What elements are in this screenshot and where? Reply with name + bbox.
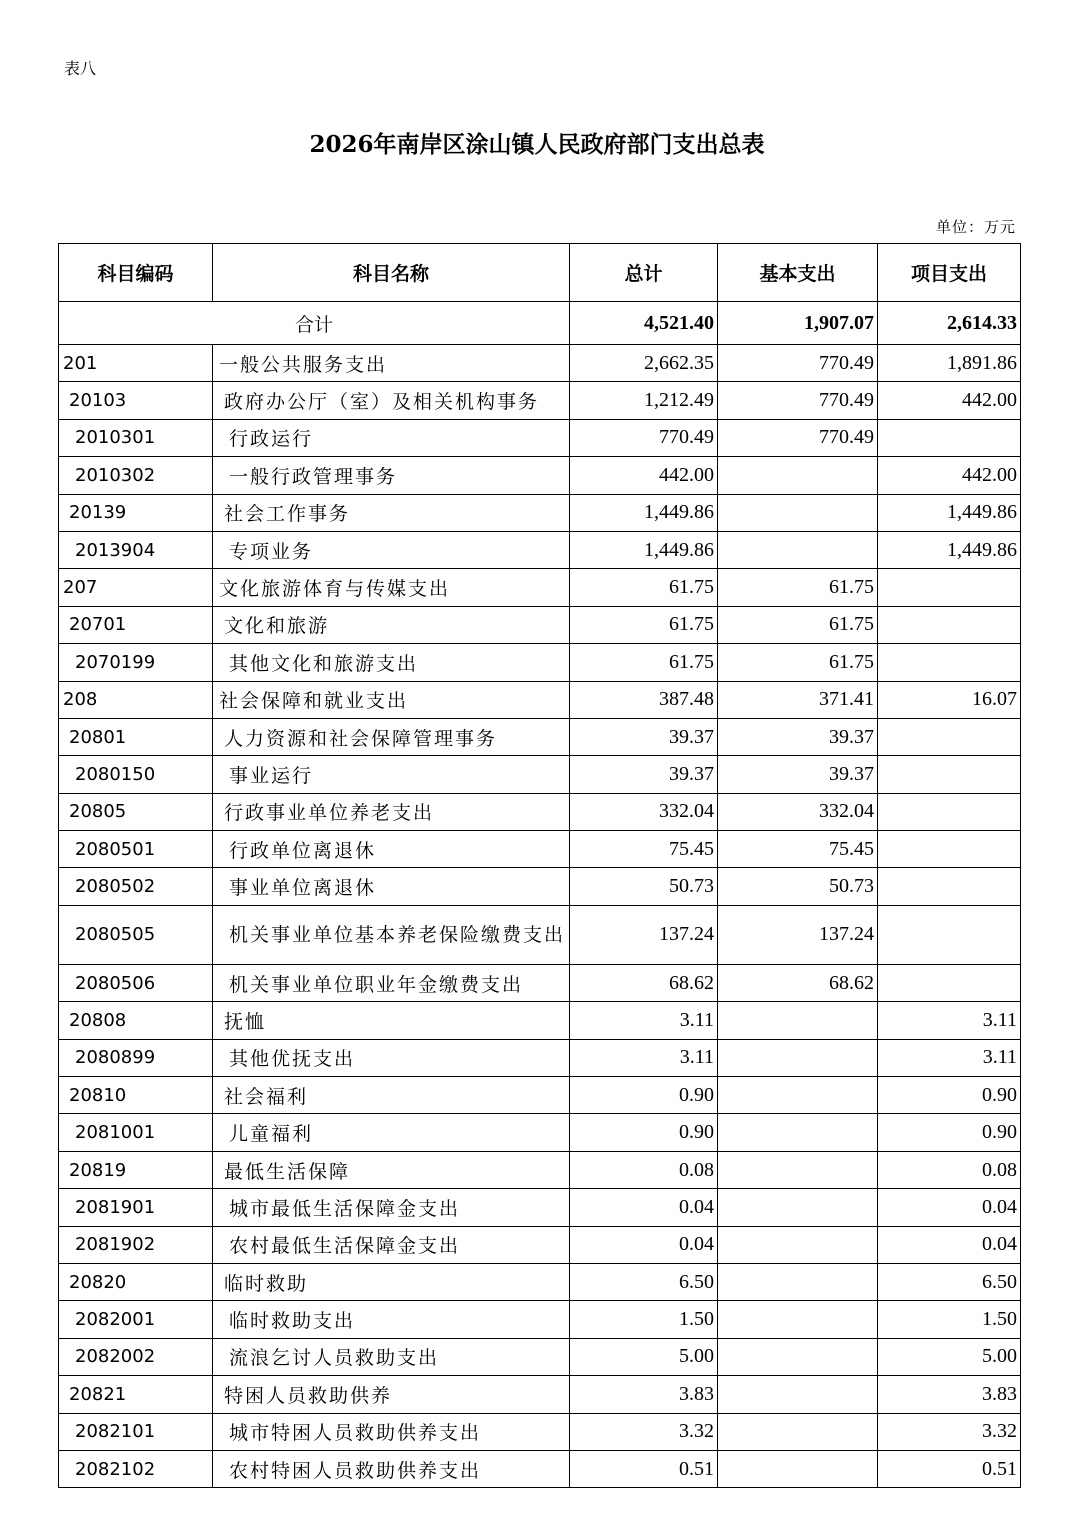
row-name: 社会福利 (213, 1077, 570, 1114)
table-row (59, 831, 1021, 868)
row-total: 5.00 (570, 1338, 718, 1375)
row-project (878, 831, 1021, 868)
row-code: 2010301 (59, 419, 213, 456)
row-basic (718, 1413, 878, 1450)
row-project: 442.00 (878, 457, 1021, 494)
row-code: 2070199 (59, 644, 213, 681)
row-code: 2080501 (59, 831, 213, 868)
table-row (59, 1039, 1021, 1076)
table-row (59, 1151, 1021, 1188)
row-name: 临时救助 (213, 1263, 570, 1300)
table-row (59, 868, 1021, 905)
table-row (59, 793, 1021, 830)
row-code: 20805 (59, 793, 213, 830)
table-row (59, 569, 1021, 606)
row-basic (718, 1114, 878, 1151)
row-basic (718, 1301, 878, 1338)
row-project (878, 569, 1021, 606)
row-name: 事业运行 (213, 756, 570, 793)
row-project: 6.50 (878, 1263, 1021, 1300)
row-basic: 61.75 (718, 569, 878, 606)
table-row (59, 1114, 1021, 1151)
row-project (878, 606, 1021, 643)
row-project: 3.11 (878, 1039, 1021, 1076)
row-code: 2080502 (59, 868, 213, 905)
row-basic (718, 1002, 878, 1039)
row-project: 0.04 (878, 1226, 1021, 1263)
table-row (59, 1077, 1021, 1114)
row-basic: 75.45 (718, 831, 878, 868)
row-name: 社会保障和就业支出 (213, 681, 570, 718)
row-name: 行政单位离退休 (213, 831, 570, 868)
row-basic (718, 1263, 878, 1300)
row-name: 儿童福利 (213, 1114, 570, 1151)
total-total: 4,521.40 (570, 302, 718, 345)
row-basic: 50.73 (718, 868, 878, 905)
row-name: 城市特困人员救助供养支出 (213, 1413, 570, 1450)
row-code: 2082101 (59, 1413, 213, 1450)
table-row (59, 1189, 1021, 1226)
row-basic: 770.49 (718, 419, 878, 456)
row-project: 3.83 (878, 1376, 1021, 1413)
row-total: 0.90 (570, 1077, 718, 1114)
table-row (59, 964, 1021, 1001)
table-row (59, 681, 1021, 718)
header-project: 项目支出 (878, 244, 1021, 302)
row-code: 2080506 (59, 964, 213, 1001)
row-total: 39.37 (570, 756, 718, 793)
row-project: 0.90 (878, 1077, 1021, 1114)
row-total: 137.24 (570, 905, 718, 964)
row-code: 208 (59, 681, 213, 718)
row-name: 政府办公厅（室）及相关机构事务 (213, 382, 570, 419)
row-name: 抚恤 (213, 1002, 570, 1039)
row-total: 39.37 (570, 718, 718, 755)
row-total: 1,449.86 (570, 531, 718, 568)
page-title: 2026年南岸区涂山镇人民政府部门支出总表 (309, 131, 765, 158)
row-basic (718, 494, 878, 531)
header-name: 科目名称 (213, 244, 570, 302)
row-total: 3.11 (570, 1002, 718, 1039)
row-name: 文化和旅游 (213, 606, 570, 643)
table-row (59, 1338, 1021, 1375)
row-basic (718, 1151, 878, 1188)
row-name: 一般行政管理事务 (213, 457, 570, 494)
header-code: 科目编码 (59, 244, 213, 302)
row-project: 1,449.86 (878, 494, 1021, 531)
table-row (59, 1450, 1021, 1487)
row-code: 2080150 (59, 756, 213, 793)
row-basic (718, 1338, 878, 1375)
row-project: 1.50 (878, 1301, 1021, 1338)
table-row (59, 905, 1021, 964)
row-project: 0.51 (878, 1450, 1021, 1487)
row-total: 0.51 (570, 1450, 718, 1487)
row-basic: 332.04 (718, 793, 878, 830)
row-project (878, 964, 1021, 1001)
row-total: 3.11 (570, 1039, 718, 1076)
row-name: 其他优抚支出 (213, 1039, 570, 1076)
row-project (878, 868, 1021, 905)
row-total: 0.08 (570, 1151, 718, 1188)
row-total: 332.04 (570, 793, 718, 830)
row-name: 行政运行 (213, 419, 570, 456)
row-basic: 371.41 (718, 681, 878, 718)
page-label: 表八 (64, 59, 97, 78)
row-project: 1,891.86 (878, 345, 1021, 382)
table-row (59, 644, 1021, 681)
unit-label: 单位：万元 (935, 218, 1016, 236)
row-total: 68.62 (570, 964, 718, 1001)
row-basic: 770.49 (718, 345, 878, 382)
row-name: 临时救助支出 (213, 1301, 570, 1338)
row-project (878, 419, 1021, 456)
row-code: 20801 (59, 718, 213, 755)
row-code: 2081902 (59, 1226, 213, 1263)
table-row (59, 606, 1021, 643)
table-row (59, 1301, 1021, 1338)
total-label: 合计 (59, 302, 570, 345)
row-project (878, 644, 1021, 681)
row-name: 最低生活保障 (213, 1151, 570, 1188)
row-code: 207 (59, 569, 213, 606)
row-name: 一般公共服务支出 (213, 345, 570, 382)
row-project (878, 793, 1021, 830)
row-project: 3.11 (878, 1002, 1021, 1039)
row-code: 20139 (59, 494, 213, 531)
row-basic: 61.75 (718, 644, 878, 681)
row-total: 2,662.35 (570, 345, 718, 382)
row-code: 201 (59, 345, 213, 382)
table-row (59, 457, 1021, 494)
row-basic: 770.49 (718, 382, 878, 419)
table-row (59, 531, 1021, 568)
row-code: 20103 (59, 382, 213, 419)
row-total: 3.83 (570, 1376, 718, 1413)
table-row (59, 1413, 1021, 1450)
table-row (59, 1002, 1021, 1039)
header-row (59, 244, 1021, 302)
row-code: 2081901 (59, 1189, 213, 1226)
row-basic (718, 1189, 878, 1226)
row-project (878, 718, 1021, 755)
row-name: 事业单位离退休 (213, 868, 570, 905)
row-total: 61.75 (570, 606, 718, 643)
row-total: 1,212.49 (570, 382, 718, 419)
row-code: 2081001 (59, 1114, 213, 1151)
row-total: 770.49 (570, 419, 718, 456)
row-basic (718, 457, 878, 494)
row-name: 特困人员救助供养 (213, 1376, 570, 1413)
table-row (59, 494, 1021, 531)
row-basic (718, 1226, 878, 1263)
table-row (59, 419, 1021, 456)
header-basic: 基本支出 (718, 244, 878, 302)
table-row (59, 1263, 1021, 1300)
row-name: 行政事业单位养老支出 (213, 793, 570, 830)
row-code: 2013904 (59, 531, 213, 568)
row-project: 0.90 (878, 1114, 1021, 1151)
total-row (59, 302, 1021, 345)
row-project: 16.07 (878, 681, 1021, 718)
row-name: 文化旅游体育与传媒支出 (213, 569, 570, 606)
expenditure-table (58, 243, 1021, 1488)
row-name: 机关事业单位职业年金缴费支出 (213, 964, 570, 1001)
row-basic: 39.37 (718, 718, 878, 755)
row-code: 2082102 (59, 1450, 213, 1487)
row-project: 3.32 (878, 1413, 1021, 1450)
row-name: 农村特困人员救助供养支出 (213, 1450, 570, 1487)
row-basic (718, 1077, 878, 1114)
row-total: 3.32 (570, 1413, 718, 1450)
row-project: 1,449.86 (878, 531, 1021, 568)
row-total: 50.73 (570, 868, 718, 905)
row-name: 人力资源和社会保障管理事务 (213, 718, 570, 755)
row-total: 0.04 (570, 1189, 718, 1226)
row-basic: 39.37 (718, 756, 878, 793)
row-name: 社会工作事务 (213, 494, 570, 531)
row-name: 机关事业单位基本养老保险缴费支出 (213, 905, 570, 964)
header-total: 总计 (570, 244, 718, 302)
row-code: 20821 (59, 1376, 213, 1413)
row-project: 442.00 (878, 382, 1021, 419)
row-project: 5.00 (878, 1338, 1021, 1375)
row-name: 城市最低生活保障金支出 (213, 1189, 570, 1226)
row-code: 2080899 (59, 1039, 213, 1076)
table-row (59, 1376, 1021, 1413)
row-basic (718, 1039, 878, 1076)
table-row (59, 718, 1021, 755)
table-row (59, 382, 1021, 419)
row-code: 2010302 (59, 457, 213, 494)
row-total: 75.45 (570, 831, 718, 868)
row-basic: 61.75 (718, 606, 878, 643)
row-total: 1,449.86 (570, 494, 718, 531)
row-code: 20819 (59, 1151, 213, 1188)
row-basic (718, 531, 878, 568)
row-basic (718, 1450, 878, 1487)
row-name: 农村最低生活保障金支出 (213, 1226, 570, 1263)
row-total: 1.50 (570, 1301, 718, 1338)
total-basic: 1,907.07 (718, 302, 878, 345)
row-project: 0.08 (878, 1151, 1021, 1188)
row-total: 61.75 (570, 569, 718, 606)
row-name: 专项业务 (213, 531, 570, 568)
row-code: 20808 (59, 1002, 213, 1039)
row-total: 387.48 (570, 681, 718, 718)
total-project: 2,614.33 (878, 302, 1021, 345)
row-total: 6.50 (570, 1263, 718, 1300)
row-project (878, 756, 1021, 793)
row-basic: 68.62 (718, 964, 878, 1001)
table-row (59, 1226, 1021, 1263)
row-code: 2082001 (59, 1301, 213, 1338)
row-total: 61.75 (570, 644, 718, 681)
row-name: 其他文化和旅游支出 (213, 644, 570, 681)
row-code: 20810 (59, 1077, 213, 1114)
row-total: 442.00 (570, 457, 718, 494)
row-code: 20701 (59, 606, 213, 643)
row-code: 2082002 (59, 1338, 213, 1375)
row-total: 0.04 (570, 1226, 718, 1263)
row-project (878, 905, 1021, 964)
row-project: 0.04 (878, 1189, 1021, 1226)
row-code: 2080505 (59, 905, 213, 964)
row-name: 流浪乞讨人员救助支出 (213, 1338, 570, 1375)
row-code: 20820 (59, 1263, 213, 1300)
table-row (59, 756, 1021, 793)
table-row (59, 345, 1021, 382)
row-total: 0.90 (570, 1114, 718, 1151)
row-basic: 137.24 (718, 905, 878, 964)
row-basic (718, 1376, 878, 1413)
